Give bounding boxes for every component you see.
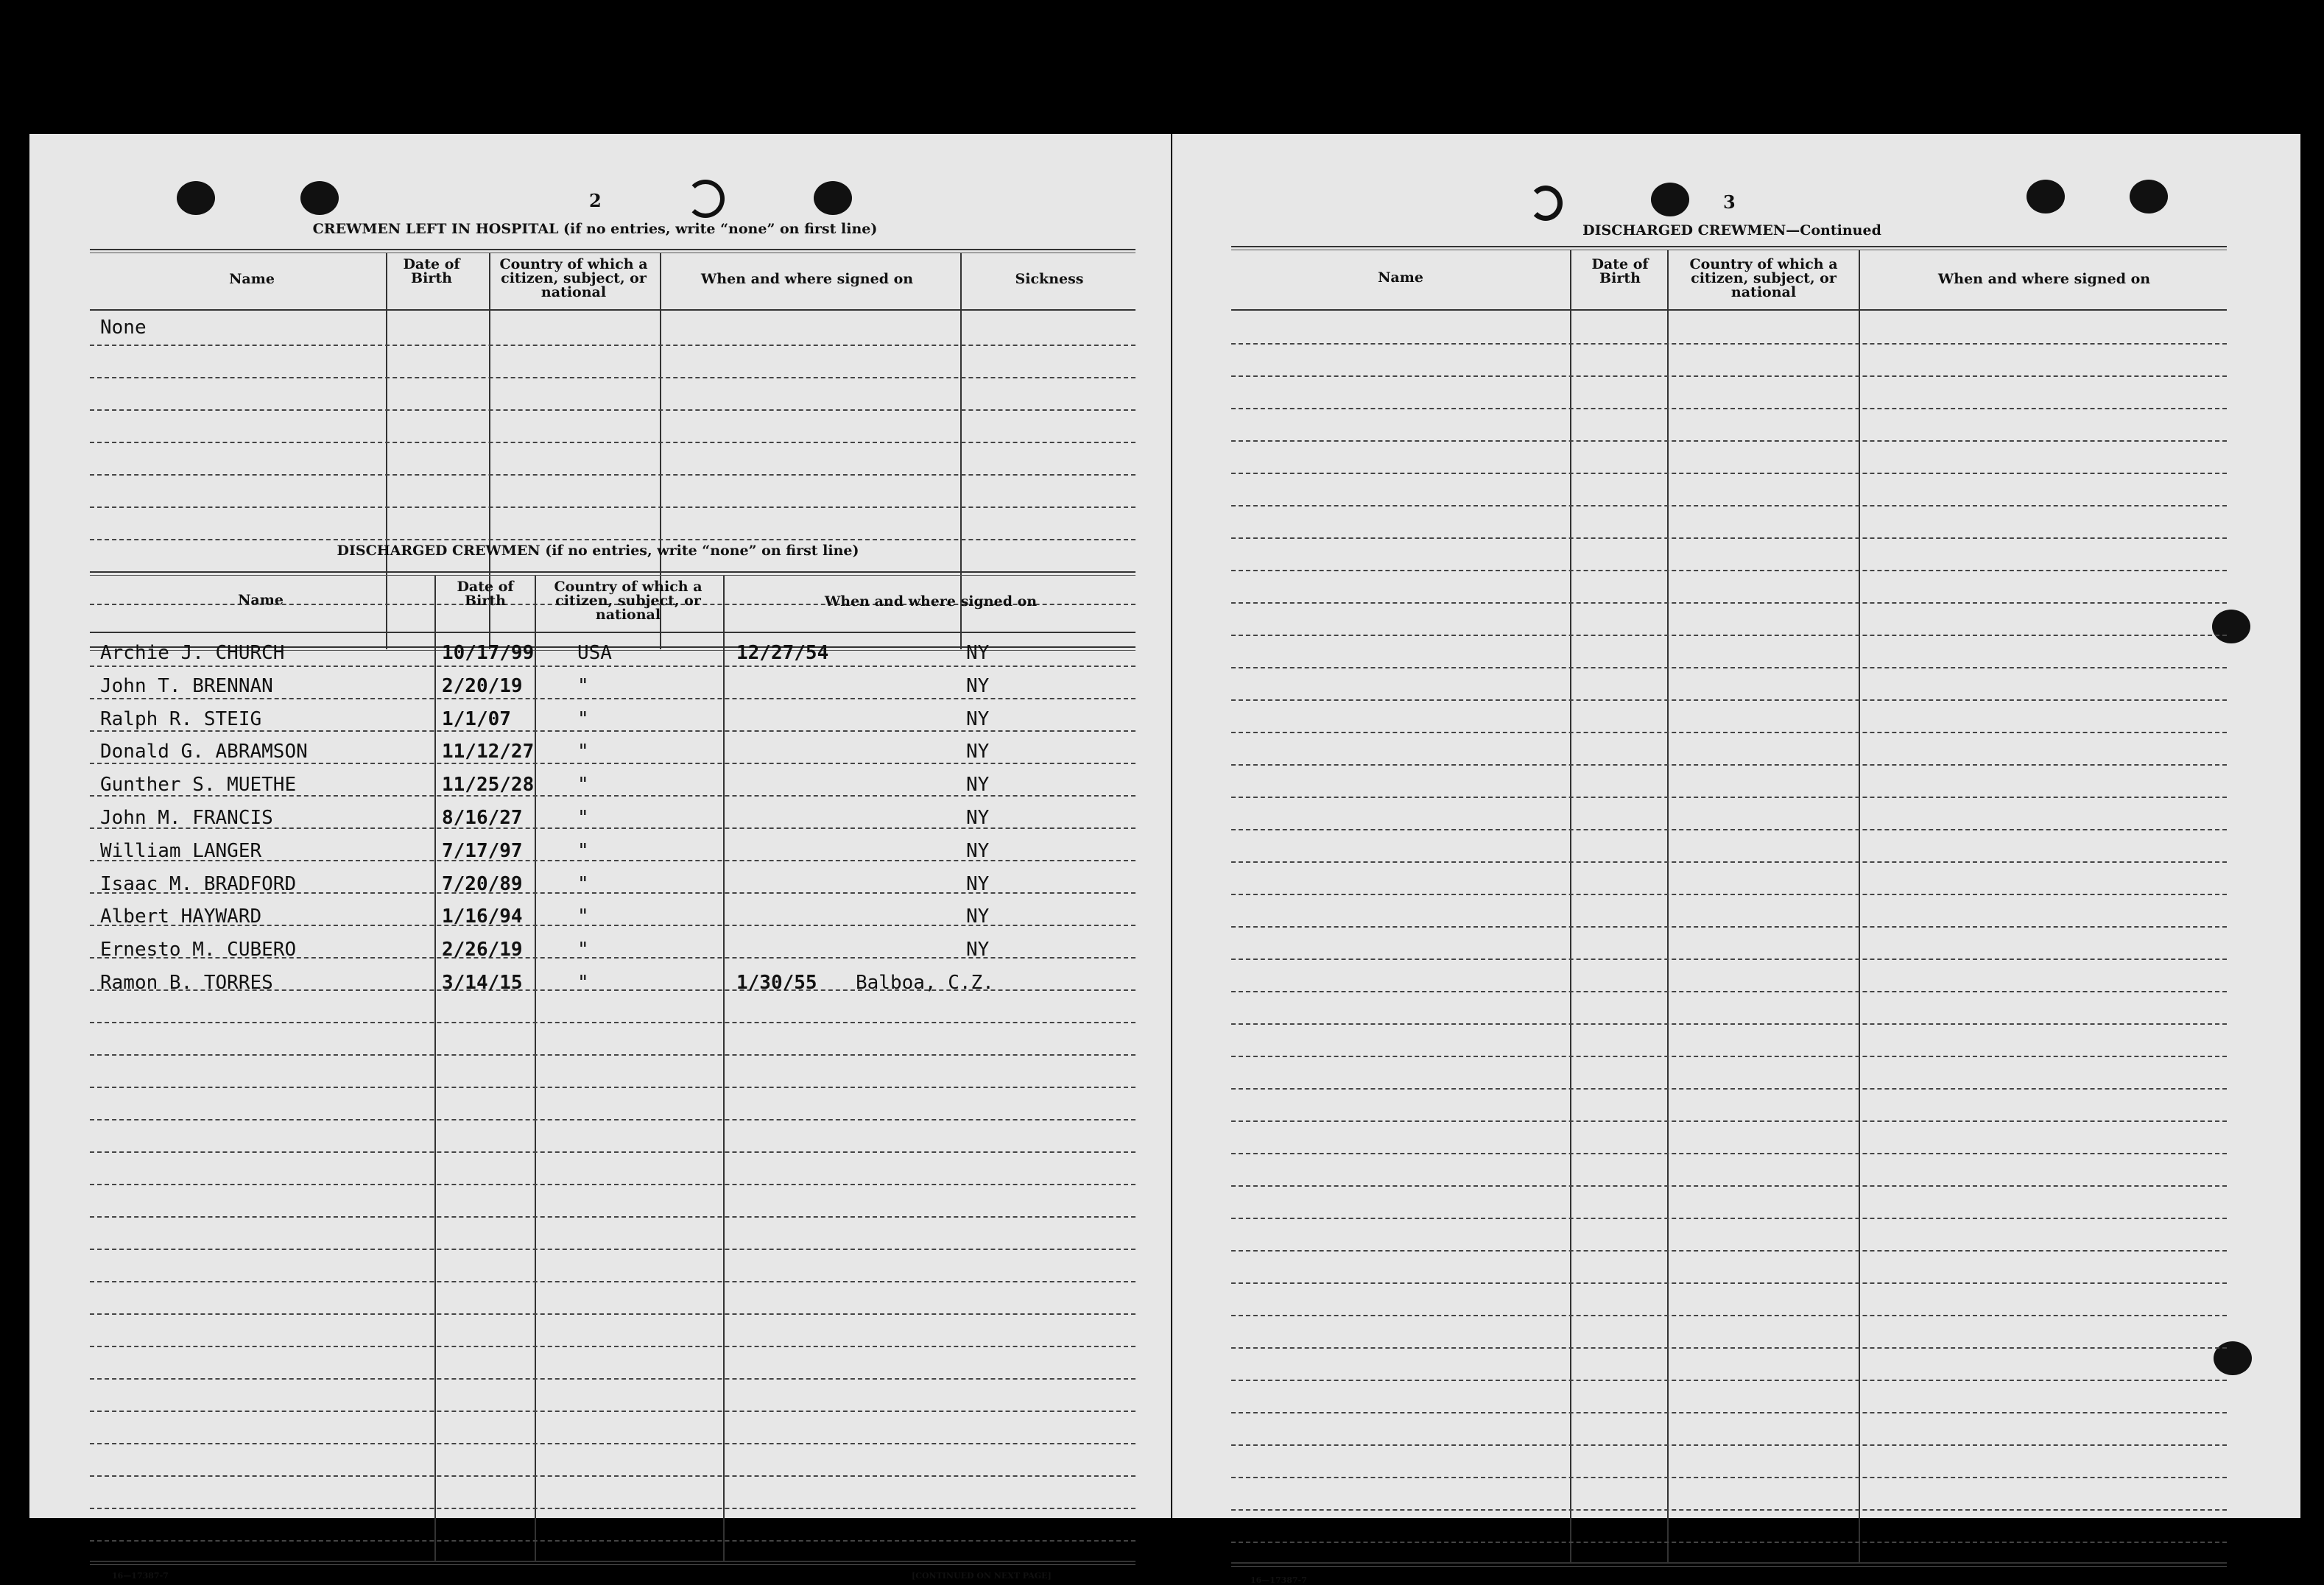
ruled-line	[1231, 991, 2227, 992]
punch-hole	[2212, 610, 2250, 643]
ruled-line	[1231, 1444, 2227, 1446]
ruled-line	[1231, 440, 2227, 442]
ruled-line	[90, 698, 1135, 699]
ruled-line	[1231, 861, 2227, 863]
col-header-country: Country of which a citizen, subject, or national	[554, 579, 703, 623]
signed-place: NY	[966, 872, 990, 895]
form-number: 16—17387-7	[112, 1571, 169, 1581]
crewman-name: John M. FRANCIS	[100, 807, 273, 829]
ruled-line	[90, 1151, 1135, 1153]
punch-hole	[177, 181, 215, 215]
ruled-line	[1231, 894, 2227, 895]
form-number: 16—17387-7	[1250, 1575, 1307, 1585]
col-header-country: Country of which a citizen, subject, or national	[1689, 256, 1838, 300]
ruled-line	[1231, 1120, 2227, 1122]
ruled-line	[1231, 829, 2227, 830]
col-header-country: Country of which a citizen, subject, or national	[499, 256, 648, 300]
ruled-line	[1231, 635, 2227, 636]
col-header-dob: Date of Birth	[1591, 256, 1649, 286]
page-number: 2	[589, 190, 602, 211]
crewman-country: "	[577, 741, 589, 763]
crewman-dob: 11/12/27	[442, 741, 535, 763]
punch-hole	[300, 181, 339, 215]
ruled-line	[90, 1249, 1135, 1250]
crewman-country: "	[577, 774, 589, 797]
crewman-dob: 1/1/07	[442, 707, 511, 730]
discharged-section-title: DISCHARGED CREWMEN (if no entries, write “none” on first line)	[337, 543, 859, 559]
punch-hole	[2027, 180, 2065, 213]
ruled-line	[1231, 797, 2227, 798]
ruled-line	[1231, 1347, 2227, 1349]
ruled-line	[1231, 343, 2227, 345]
punch-hole	[2214, 1341, 2252, 1375]
ruled-line	[1231, 1056, 2227, 1057]
signed-date: 1/30/55	[736, 972, 817, 994]
col-header-signed: When and where signed on	[700, 271, 914, 287]
punch-hole	[1651, 183, 1689, 216]
signed-place: NY	[966, 741, 990, 763]
ruled-line	[1231, 1315, 2227, 1316]
crewman-country: "	[577, 972, 589, 994]
ruled-line	[90, 345, 1135, 346]
ruled-line	[1231, 699, 2227, 701]
punch-hole	[2130, 180, 2168, 213]
ruled-line	[90, 1540, 1135, 1542]
ruled-line	[1231, 1412, 2227, 1413]
punch-hole	[814, 181, 852, 215]
signed-place: NY	[966, 674, 990, 697]
crewman-country: "	[577, 707, 589, 730]
signed-date: 12/27/54	[736, 642, 829, 664]
col-header-signed: When and where signed on	[1937, 271, 2151, 287]
signed-place: NY	[966, 807, 990, 829]
ruled-line	[1231, 1023, 2227, 1025]
col-header-name: Name	[229, 271, 275, 287]
crewman-country: "	[577, 939, 589, 961]
ruled-line	[90, 474, 1135, 476]
ruled-line	[1231, 732, 2227, 733]
signed-place: NY	[966, 839, 990, 862]
crewman-dob: 7/20/89	[442, 872, 523, 895]
ruled-line	[90, 1411, 1135, 1412]
ruled-line	[90, 1216, 1135, 1218]
ruled-line	[1231, 764, 2227, 766]
ruled-line	[90, 1054, 1135, 1056]
ruled-line	[1231, 375, 2227, 377]
ruled-line	[90, 539, 1135, 540]
crewman-dob: 11/25/28	[442, 774, 535, 797]
crewman-country: "	[577, 674, 589, 697]
ruled-line	[1231, 570, 2227, 571]
ruled-line	[90, 1475, 1135, 1477]
col-header-dob: Date of Birth	[457, 579, 514, 609]
ruled-line	[90, 409, 1135, 411]
ruled-line	[90, 730, 1135, 732]
signed-place: NY	[966, 939, 990, 961]
crewman-country: USA	[577, 642, 612, 664]
crewman-dob: 3/14/15	[442, 972, 523, 994]
ruled-line	[90, 1378, 1135, 1380]
ruled-line	[1231, 473, 2227, 474]
crewman-name: Ernesto M. CUBERO	[100, 939, 297, 961]
ruled-line	[1231, 1153, 2227, 1154]
ruled-line	[90, 1281, 1135, 1282]
crewman-country: "	[577, 872, 589, 895]
signed-place: Balboa, C.Z.	[856, 972, 994, 994]
ruled-line	[90, 666, 1135, 667]
ruled-line	[1231, 1509, 2227, 1511]
ruled-line	[90, 1313, 1135, 1315]
col-header-name: Name	[238, 592, 284, 608]
crewman-name: William LANGER	[100, 839, 262, 862]
ruled-line	[90, 1087, 1135, 1088]
ruled-line	[1231, 1477, 2227, 1478]
crewman-dob: 10/17/99	[442, 642, 535, 664]
crewman-dob: 1/16/94	[442, 906, 523, 928]
ruled-line	[90, 1184, 1135, 1185]
crewman-name: Gunther S. MUETHE	[100, 774, 297, 797]
signed-place: NY	[966, 642, 990, 664]
crewman-name: John T. BRENNAN	[100, 674, 273, 697]
signed-place: NY	[966, 774, 990, 797]
ruled-line	[90, 1022, 1135, 1023]
crewman-dob: 8/16/27	[442, 807, 523, 829]
ruled-line	[1231, 537, 2227, 539]
col-header-name: Name	[1378, 269, 1423, 286]
ruled-line	[1231, 1250, 2227, 1252]
ruled-line	[1231, 408, 2227, 409]
col-header-signed: When and where signed on	[824, 593, 1038, 610]
ruled-line	[1231, 1185, 2227, 1187]
continued-section-title: DISCHARGED CREWMEN—Continued	[1582, 222, 1881, 239]
crewman-country: "	[577, 807, 589, 829]
ruled-line	[90, 1346, 1135, 1347]
crewman-country: "	[577, 839, 589, 862]
crewman-name: Albert HAYWARD	[100, 906, 262, 928]
hospital-section-title: CREWMEN LEFT IN HOSPITAL (if no entries, write “none” on first line)	[312, 221, 878, 237]
ruled-line	[1231, 1218, 2227, 1219]
partial-punch-hole	[686, 180, 725, 218]
ruled-line	[1231, 1088, 2227, 1090]
crewman-dob: 2/26/19	[442, 939, 523, 961]
ruled-line	[90, 1508, 1135, 1509]
crewman-name: Donald G. ABRAMSON	[100, 741, 308, 763]
crewman-name: Archie J. CHURCH	[100, 642, 285, 664]
crewman-name: Ramon B. TORRES	[100, 972, 273, 994]
ruled-line	[90, 506, 1135, 508]
page-number: 3	[1723, 191, 1736, 213]
ruled-line	[1231, 1542, 2227, 1543]
ruled-line	[1231, 1380, 2227, 1381]
col-header-dob: Date of Birth	[403, 256, 460, 286]
continued-note: [CONTINUED ON NEXT PAGE]	[912, 1571, 1052, 1581]
signed-place: NY	[966, 906, 990, 928]
crewman-name: Ralph R. STEIG	[100, 707, 262, 730]
right-page	[1172, 134, 2300, 1585]
ruled-line	[1231, 926, 2227, 928]
ruled-line	[1231, 602, 2227, 604]
ruled-line	[90, 377, 1135, 378]
crewman-dob: 7/17/97	[442, 839, 523, 862]
crewman-dob: 2/20/19	[442, 674, 523, 697]
crewman-country: "	[577, 906, 589, 928]
ruled-line	[1231, 667, 2227, 668]
ruled-line	[90, 1443, 1135, 1444]
signed-place: NY	[966, 707, 990, 730]
crewman-name: Isaac M. BRADFORD	[100, 872, 297, 895]
col-header-sickness: Sickness	[1015, 271, 1084, 287]
partial-punch-hole	[1529, 186, 1563, 221]
ruled-line	[90, 442, 1135, 443]
hospital-entry: None	[100, 317, 147, 339]
ruled-line	[1231, 959, 2227, 960]
ruled-line	[90, 1119, 1135, 1120]
ruled-line	[1231, 505, 2227, 506]
ruled-line	[1231, 1282, 2227, 1284]
left-page	[29, 134, 1171, 1581]
